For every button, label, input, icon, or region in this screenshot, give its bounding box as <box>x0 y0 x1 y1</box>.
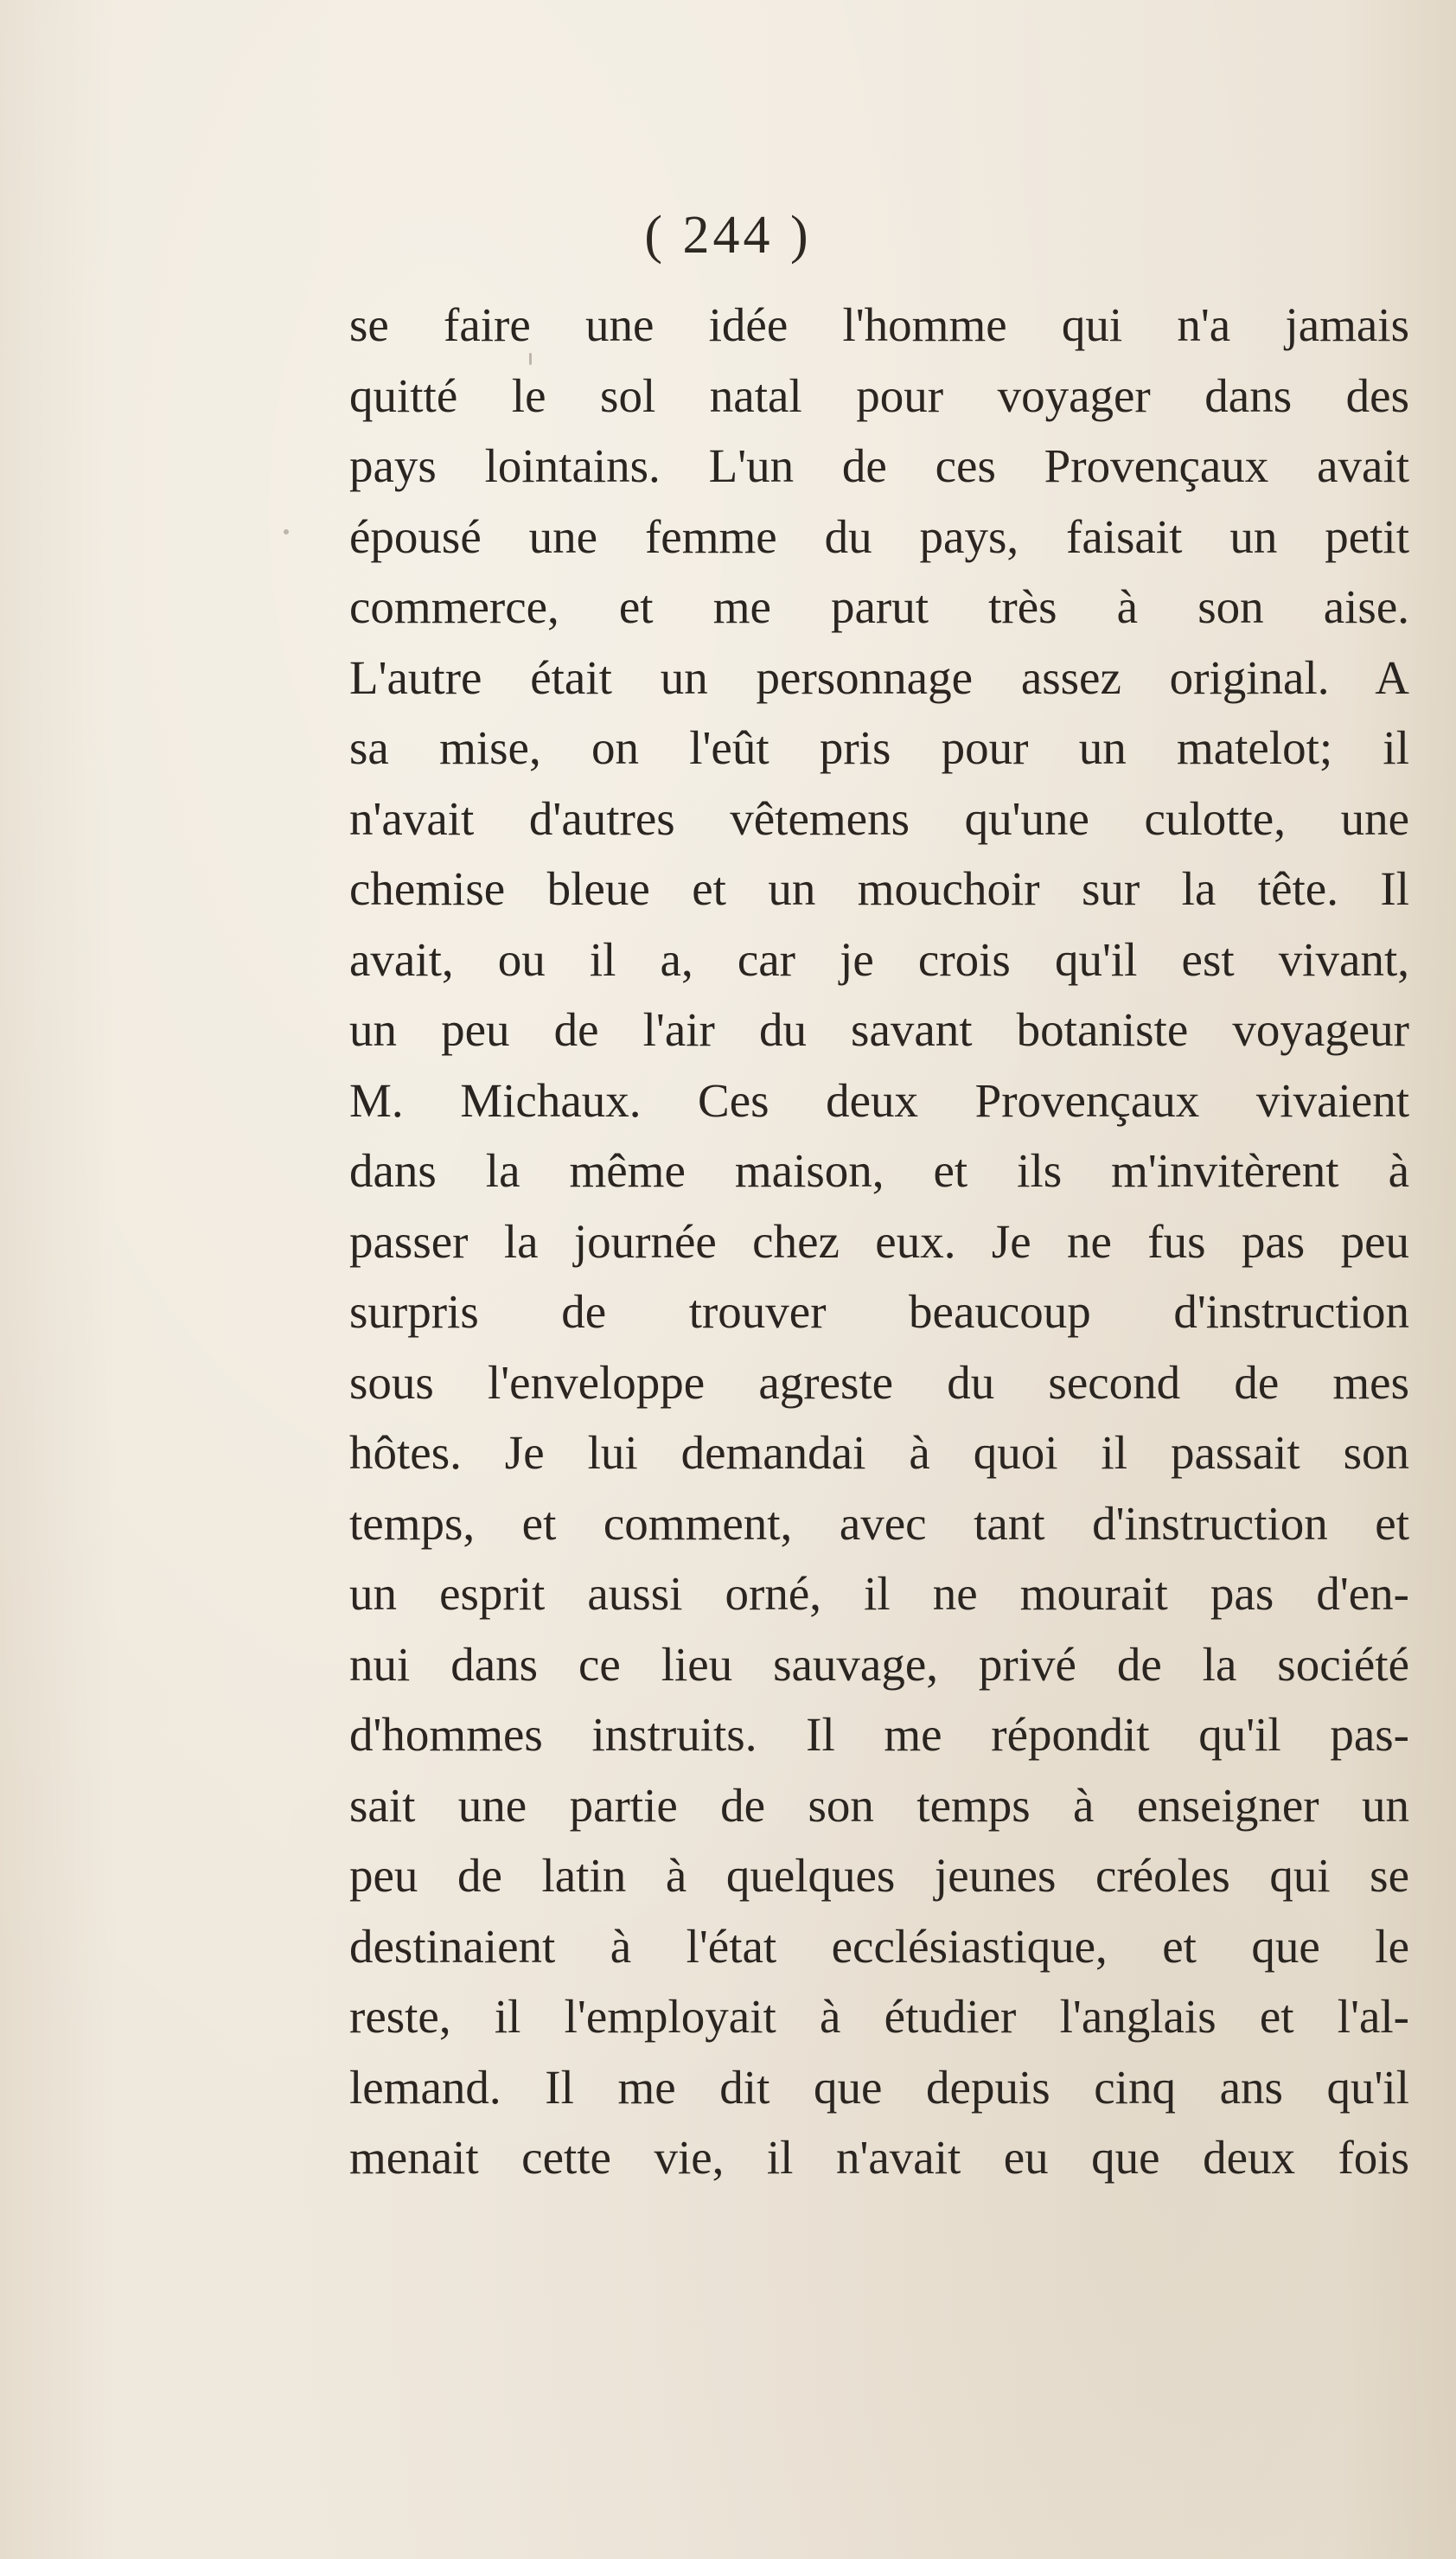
text-line: un peu de l'air du savant botaniste voyageur <box>349 1003 1409 1056</box>
text-line: M. Michaux. Ces deux Provençaux vivaient <box>349 1073 1409 1127</box>
text-line: épousé une femme du pays, faisait un petit <box>349 509 1409 563</box>
text-line: quitté le sol natal pour voyager dans des <box>349 368 1409 422</box>
text-line: hôtes. Je lui demandai à quoi il passait son <box>349 1426 1409 1479</box>
text-line: commerce, et me parut très à son aise. <box>349 580 1409 633</box>
text-line: se faire une idée l'homme qui n'a jamais <box>349 298 1409 351</box>
page-number: ( 244 ) <box>644 206 812 265</box>
text-line: un esprit aussi orné, il ne mourait pas d'en- <box>349 1567 1409 1620</box>
text-line: sous l'enveloppe agreste du second de mes <box>349 1355 1409 1409</box>
text-line: L'autre était un personnage assez original. A <box>349 650 1409 704</box>
text-line: passer la journée chez eux. Je ne fus pas peu <box>349 1214 1409 1268</box>
text-line: pays lointains. L'un de ces Provençaux avait <box>349 439 1409 492</box>
text-line: peu de latin à quelques jeunes créoles qui se <box>349 1849 1409 1902</box>
text-line: destinaient à l'état ecclésiastique, et que le <box>349 1919 1409 1973</box>
text-line: sait une partie de son temps à enseigner un <box>349 1778 1409 1832</box>
text-line: nui dans ce lieu sauvage, privé de la société <box>349 1637 1409 1691</box>
text-line: temps, et comment, avec tant d'instruction et <box>349 1496 1409 1550</box>
text-line: sa mise, on l'eût pris pour un matelot; il <box>349 721 1409 774</box>
text-line: menait cette vie, il n'avait eu que deux fois <box>349 2131 1409 2184</box>
text-line: avait, ou il a, car je crois qu'il est vivant, <box>349 932 1409 986</box>
text-line: lemand. Il me dit que depuis cinq ans qu'il <box>349 2060 1409 2114</box>
text-line: dans la même maison, et ils m'invitèrent à <box>349 1144 1409 1197</box>
text-line: n'avait d'autres vêtemens qu'une culotte, une <box>349 791 1409 845</box>
text-line: chemise bleue et un mouchoir sur la tête. Il <box>349 862 1409 915</box>
paper-speck <box>284 529 289 534</box>
text-line: surpris de trouver beaucoup d'instruction <box>349 1285 1409 1338</box>
text-line: d'hommes instruits. Il me répondit qu'il pas- <box>349 1708 1409 1761</box>
text-line: reste, il l'employait à étudier l'anglais et l'al- <box>349 1990 1409 2043</box>
body-text <box>349 290 1409 2193</box>
